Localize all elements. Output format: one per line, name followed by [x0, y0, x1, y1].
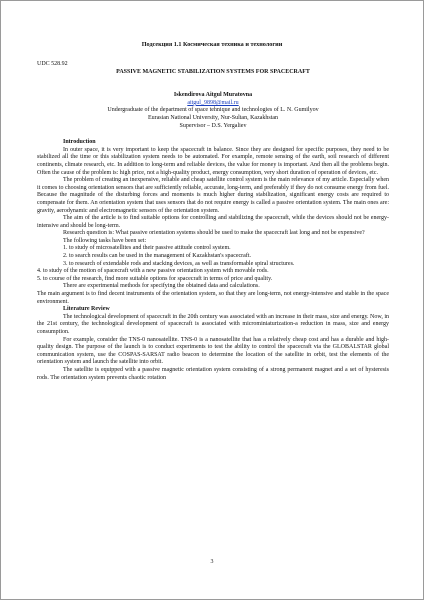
intro-paragraph-1: In outer space, it is very important to keep the spacecraft in balance. Since they are designed for specific purposes, they need to be stabilized all the time or this stabilization system needs to be automated. For example, remote sensing of the earth, soil research of different continents, climate research, etc. In addition to long-term and reliable devices, the value for money is important. And then all the problems begin. Often the cause of the problem is: high price, not a high-quality product, energy consumption, very short duration of operation of devices, etc. [37, 146, 389, 176]
intro-research-question: Research question is: What passive orientation systems should be used to make the spacecraft last long and not be expensive? [63, 230, 365, 237]
supervisor-line: Supervisor – D.S. Yergaliev [179, 122, 247, 129]
task-item-2: 2. to search results can be used in the management of Kazakhstan's spacecraft. [63, 253, 252, 260]
task-item-3: 3. to research of extendable rods and stacking devices, as well as transformable spiral structures. [63, 260, 295, 267]
author-email-link[interactable]: aitgul_9898@mail.ru [187, 99, 239, 106]
section-header: Подсекция 1.1 Космическая техника и технологии [141, 41, 283, 48]
intro-tasks-lead: The following tasks have been set: [63, 237, 147, 244]
affiliation-line-1: Undergraduate of the department of space tehnique and technologies of L. N. Gumilyov [107, 107, 319, 114]
review-paragraph-3: The satellite is equipped with a passive magnetic orientation system consisting of a strong permanent magnet and a set of hysteresis rods. The orientation system prevents chaotic rotation [37, 366, 389, 381]
author-name: Iskendirova Aitgul Muratovna [173, 92, 253, 99]
task-item-5: 5. to course of the research, find more suitable options for spacecraft in terms of price and quality. [37, 275, 273, 282]
task-item-1: 1. to study of microsatellites and their passive attitude control system. [63, 245, 231, 252]
review-paragraph-1: The technological development of spacecraft in the 20th century was associated with an increase in their mass, size and energy. Now, in the 21st century, the technological development of spacecraft is associated with microminiaturization-a reduction in mass, size and energy consumption. [37, 313, 389, 335]
intro-paragraph-2: The problem of creating an inexpensive, reliable and cheap satellite control system is the main relevance of my article. Especially when it comes to choosing orientation sensors that are sufficiently reliable, accurate, long-term, and preferably if they do not consume energy from fuel. Because the magnitude of the disturbing forces and moments is much higher during stabilization, significant energy costs are required to compensate for them. An orientation system that uses sensors that do not require energy is called a passive orientation system. The main ones are: gravity, aerodynamic and electromagnetic sensors of the orientation system. [37, 177, 389, 214]
intro-paragraph-aim: The aim of the article is to find suitable options for controlling and stabilizing the spacecraft, while the devices should not be energy-intensive and should be long-term. [37, 215, 389, 229]
udc-code: UDC 528.92 [37, 61, 68, 67]
paper-title: PASSIVE MAGNETIC STABILIZATION SYSTEMS FOR SPACECRAFT [116, 68, 310, 75]
task-item-4: 4. to study of the motion of spacecraft with a new passive orientation system with movable rods. [37, 268, 269, 275]
intro-main-argument: The main argument is to find decent instruments of the orientation system, so that they are long-term, not energy-intensive and stable in the space environment. [37, 291, 389, 305]
literature-review-heading: Literature Review [63, 306, 110, 313]
intro-methods: There are experimental methods for specifying the obtained data and calculations. [63, 283, 260, 290]
page-number: 3 [210, 559, 214, 565]
introduction-heading: Introduction [63, 139, 96, 146]
affiliation-line-2: Eurasian National University, Nur-Sultan, Kazakhstan [147, 114, 279, 121]
review-paragraph-2: For example, consider the TNS-0 nanosatellite. TNS-0 is a nanosatellite that has a relatively cheap cost and has a durable and high-quality design. The purpose of the launch is to conduct experiments to test the ability to control the spacecraft via the GLOBALSTAR global communication system, use the COSPAS-SARSAT radio beacon to determine the location of the satellite in orbit, test the elements of the orientation system and launch the satellite into orbit. [37, 336, 389, 366]
paper-body [37, 61, 389, 382]
